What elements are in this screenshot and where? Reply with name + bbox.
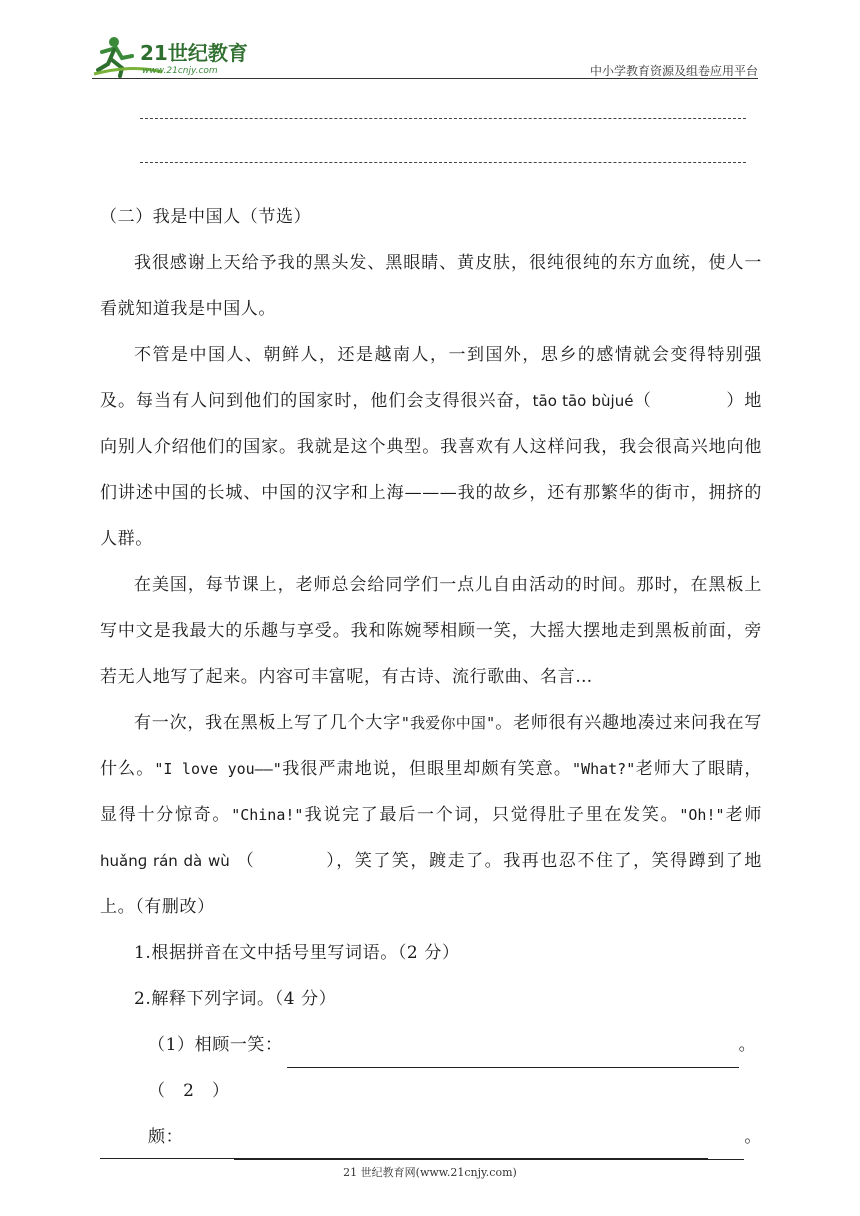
answer-line-xiangguyixiao[interactable] — [287, 1037, 739, 1068]
logo-main-text: 21世纪教育 — [140, 41, 248, 65]
pinyin-huangrandawu: huǎnɡ rán dà wù — [100, 852, 230, 870]
answer-line-po[interactable] — [234, 1129, 745, 1160]
question-1: 1.根据拼音在文中括号里写词语。（2 分） — [134, 943, 460, 963]
logo-sub-text: www.21cnjy.com — [142, 66, 218, 76]
dashed-answer-line-1 — [140, 118, 746, 119]
question-2-item-2-label: （2）颇： — [148, 1081, 230, 1147]
paragraph-2 — [100, 332, 762, 562]
paragraph-2-text-b: 地向别人介绍他们的国家。我就是这个典型。我喜欢有人这样问我，我会很高兴地向他们讲述中国的长城、中国的汉字和上海———我的故乡，还有那繁华的街市，拥挤的人群。 — [100, 391, 762, 549]
header-divider — [92, 78, 758, 79]
pinyin-taotaobujue: tāo tāo bùjué — [532, 392, 634, 410]
dashed-answer-line-2 — [140, 162, 746, 163]
section-title: （二）我是中国人（节选） — [100, 207, 312, 227]
site-logo — [92, 34, 262, 78]
paragraph-3: 在美国，每节课上，老师总会给同学们一点儿自由活动的时间。那时，在黑板上写中文是我最大的乐趣与享受。我和陈婉琴相顾一笑，大摇大摆地走到黑板前面，旁若无人地写了起来。内容可丰富呢，有古诗、流行歌曲、名言… — [100, 575, 762, 687]
answer-blank-1[interactable]: （ ） — [633, 391, 745, 411]
paragraph-2-text-a: 不管是中国人、朝鲜人，还是越南人，一到国外，思乡的感情就会变得特别强及。每当有人问到他们的国家时，他们会支得很兴奋， — [100, 345, 762, 411]
footer-text: 21 世纪教育网(www.21cnjy.com) — [343, 1166, 517, 1179]
passage-content — [100, 194, 762, 1160]
answer-blank-2[interactable]: （ ） — [236, 851, 337, 871]
question-2-item-1: （1）相顾一笑： 。 — [100, 1022, 762, 1068]
paragraph-4: 有一次，我在黑板上写了几个大字"我爱你中国"。老师很有兴趣地凑过来问我在写什么。"I love you——"我很严肃地说，但眼里却颇有笑意。"What?"老师大了眼睛，显得十分惊奇。"China!"我说完了最后一个词，只觉得肚子里在发笑。"Oh!"老师 huǎnɡ rán dà wù （ ），笑了笑，踱走了。我再也忍不住了，笑得蹲到了地上。（有删改） — [100, 713, 763, 917]
header-platform-text: 中小学教育资源及组卷应用平台 — [589, 64, 758, 78]
footer-divider — [100, 1158, 708, 1159]
question-2-item-1-label: （1）相顾一笑： — [148, 1035, 283, 1055]
question-2-item-2: （2）颇： 。 — [100, 1068, 762, 1160]
paragraph-1: 我很感谢上天给予我的黑头发、黑眼睛、黄皮肤，很纯很纯的东方血统，使人一看就知道我是中国人。 — [100, 253, 762, 319]
runner-logo-icon — [92, 34, 262, 78]
question-2: 2.解释下列字词。（4 分） — [134, 989, 337, 1009]
